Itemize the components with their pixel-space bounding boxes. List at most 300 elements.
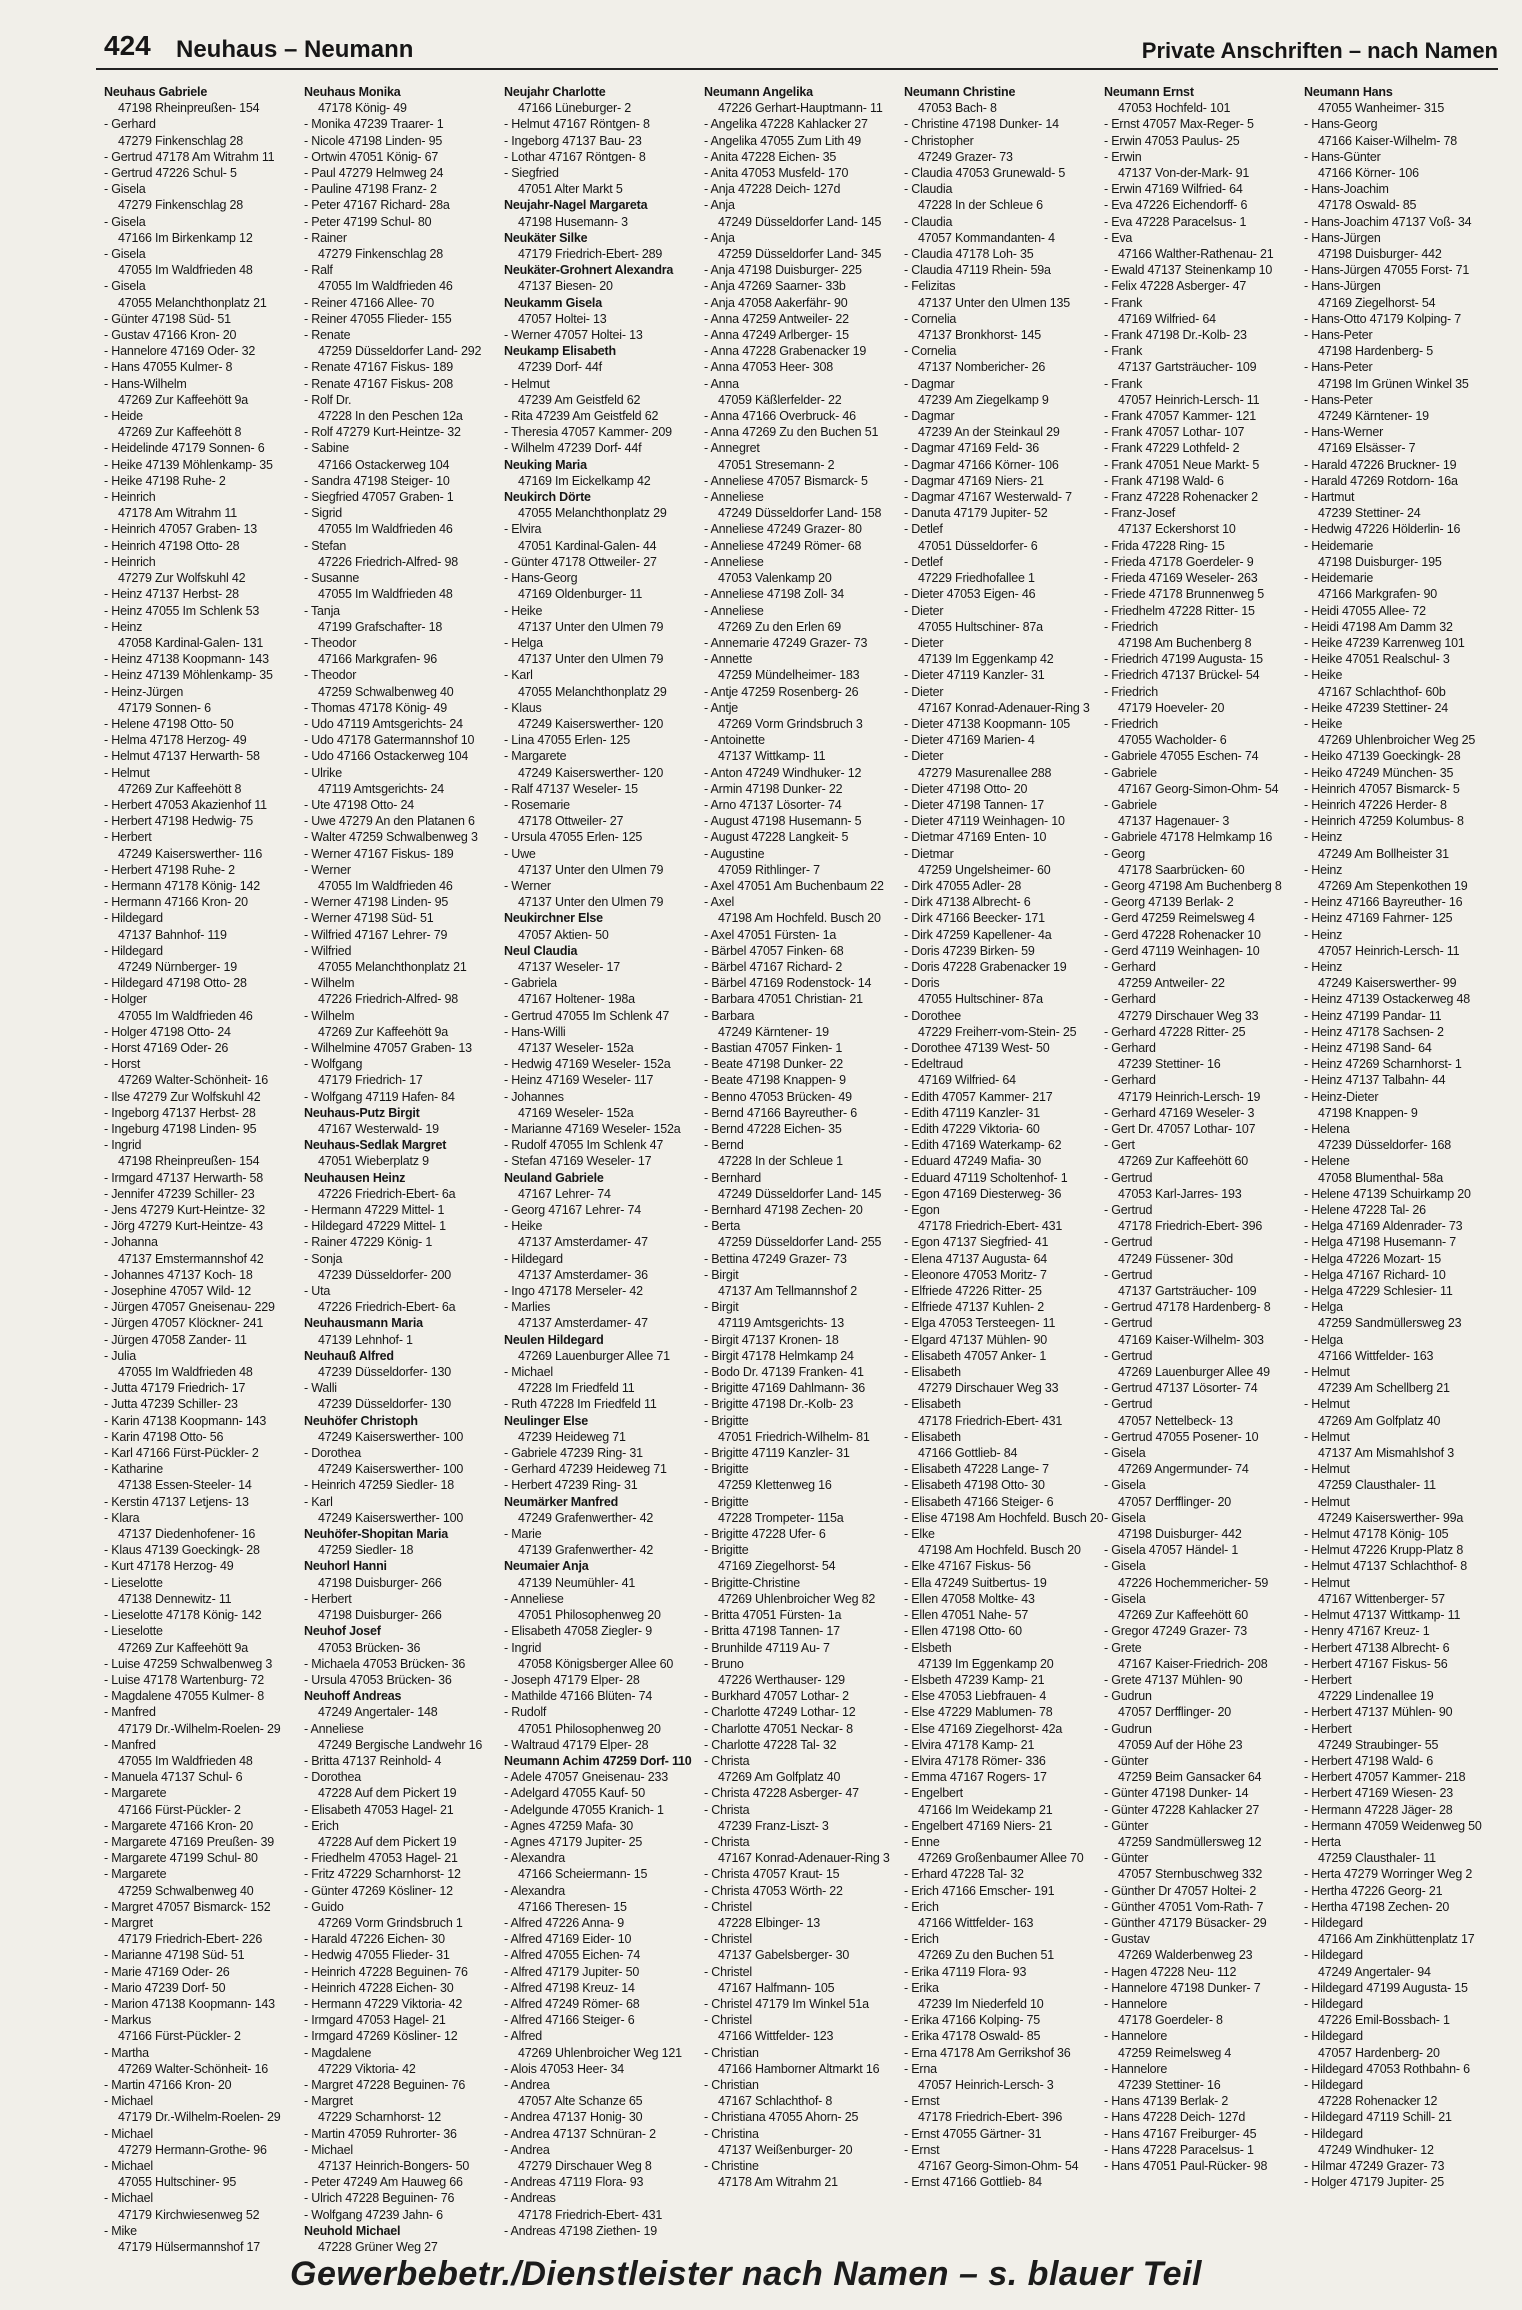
name-entry: - Erich [904,1899,939,1914]
name-entry: - Peter 47167 Richard- 28a [304,198,450,213]
name-entry: - Ursula 47055 Erlen- 125 [504,830,643,845]
address-line: 47269 Uhlenbroicher Weg 25 [1318,733,1476,748]
address-line: 47178 Am Witrahm 21 [718,2175,838,2190]
address-line: 47178 Ottweiler- 27 [518,814,624,829]
page-header [96,28,1498,70]
name-entry: - Herbert 47169 Wiesen- 23 [1304,1786,1454,1801]
address-line: 47228 Elbinger- 13 [718,1915,821,1930]
name-entry: - Magdalene [304,2045,372,2060]
address-line: 47249 Kaiserswerther- 100 [318,1510,464,1525]
name-entry: - Lieselotte [104,1624,163,1639]
surname-entry: Neujahr Charlotte [504,85,606,99]
address-line: 47269 Uhlenbroicher Weg 82 [718,1591,876,1606]
name-entry: - Martin 47166 Kron- 20 [104,2077,232,2092]
name-entry: - Günter [1104,1818,1149,1833]
address-line: 47057 Derfflinger- 20 [1118,1494,1232,1509]
address-line: 47249 Angertaler- 148 [318,1705,438,1720]
address-line: 47137 Weseler- 152a [518,1040,634,1055]
surname-entry: Neuhauß Alfred [304,1348,394,1363]
address-line: 47169 Wilfried- 64 [918,1073,1016,1088]
address-line: 47239 Düsseldorfer- 130 [318,1365,451,1380]
name-entry: - Helmut 47226 Krupp-Platz 8 [1304,1543,1464,1558]
name-entry: - Hildegard [504,1251,563,1266]
name-entry: - Heinz [104,619,143,634]
name-entry: - Margarete 47199 Schul- 80 [104,1851,258,1866]
name-entry: - Guido [304,1899,344,1914]
address-line: 47055 Wacholder- 6 [1118,733,1227,748]
name-entry: - Herbert 47137 Mühlen- 90 [1304,1705,1453,1720]
address-line: 47051 Kardinal-Galen- 44 [518,538,657,553]
name-entry: - Gerhard 47239 Heideweg 71 [504,1462,667,1477]
address-line: 47269 Zu den Buchen 51 [918,1948,1054,1963]
name-entry: - Eva [1104,230,1133,245]
name-entry: - Margret 47057 Bismarck- 152 [104,1899,271,1914]
name-entry: - Siegfried [504,166,559,181]
name-entry: - Annette [704,652,753,667]
name-entry: - Margret [104,1915,153,1930]
name-entry: - Alois 47053 Heer- 34 [504,2061,624,2076]
name-entry: - Christian [704,2045,759,2060]
name-entry: - Antje [704,700,739,715]
name-entry: - Brigitte-Christine [704,1575,801,1590]
address-line: 47179 Kirchwiesenweg 52 [118,2207,260,2222]
name-entry: - Heiko 47249 München- 35 [1304,765,1454,780]
name-entry: - Marianne 47198 Süd- 51 [104,1948,245,1963]
name-entry: - Antoinette [704,733,765,748]
name-entry: - Hans-Peter [1304,360,1373,375]
name-entry: - Britta 47198 Tannen- 17 [704,1624,840,1639]
address-line: 47166 Lüneburger- 2 [518,101,631,116]
directory-column [704,84,904,2242]
address-line: 47137 Hagenauer- 3 [1118,814,1230,829]
name-entry: - Michael [304,2142,353,2157]
name-entry: - Ellen 47198 Otto- 60 [904,1624,1022,1639]
name-entry: - Anita 47053 Musfeld- 170 [704,166,849,181]
name-entry: - Nicole 47198 Linden- 95 [304,133,443,148]
name-entry: - Heike [504,1219,543,1234]
name-entry: - Bastian 47057 Finken- 1 [704,1040,843,1055]
address-line: 47259 Düsseldorfer Land- 292 [318,344,482,359]
name-entry: - Brigitte [704,1494,749,1509]
name-entry: - Werner 47057 Holtei- 13 [504,328,643,343]
name-entry: - Christiana 47055 Ahorn- 25 [704,2110,859,2125]
surname-entry: Neumaier Anja [504,1559,589,1574]
address-line: 47269 Zur Kaffeehött 9a [118,392,248,407]
surname-entry: Neukäter-Grohnert Alexandra [504,263,674,278]
address-line: 47053 Hochfeld- 101 [1118,101,1231,116]
name-entry: - Gertrud 47178 Am Witrahm 11 [104,149,275,164]
name-entry: - Edith 47229 Viktoria- 60 [904,1122,1040,1136]
name-entry: - Kerstin 47137 Letjens- 13 [104,1494,249,1509]
name-entry: - Erwin 47053 Paulus- 25 [1104,133,1240,148]
name-entry: - Ruth 47228 Im Friedfeld 11 [504,1397,657,1412]
name-entry: - Heike 47051 Realschul- 3 [1304,652,1450,667]
name-entry: - Wolfgang 47239 Jahn- 6 [304,2207,443,2222]
name-entry: - Heidemarie [1304,571,1374,586]
address-line: 47239 Franz-Liszt- 3 [718,1818,829,1833]
address-line: 47166 Theresen- 15 [518,1899,627,1914]
name-entry: - Elfriede 47137 Kuhlen- 2 [904,1300,1045,1315]
name-entry: - Hannelore 47198 Dunker- 7 [1104,1980,1261,1995]
name-entry: - Andrea 47137 Honig- 30 [504,2110,643,2125]
name-entry: - Heinrich 47057 Bismarck- 5 [1304,781,1460,796]
name-entry: - Karin 47138 Koopmann- 143 [104,1413,267,1428]
name-entry: - Annegret [704,441,760,456]
name-entry: - Herbert 47198 Wald- 6 [1304,1753,1434,1768]
surname-entry: Neukirch Dörte [504,490,591,505]
surname-entry: Neumärker Manfred [504,1494,619,1509]
address-line: 47239 Dorf- 44f [518,360,602,375]
address-line: 47055 Im Waldfrieden 48 [118,263,253,278]
name-entry: - Peter 47199 Schul- 80 [304,214,432,229]
name-entry: - Barbara 47051 Christian- 21 [704,992,863,1007]
address-line: 47198 Im Grünen Winkel 35 [1318,376,1469,391]
address-line: 47166 Gottlieb- 84 [918,1446,1018,1461]
name-entry: - Detlef [904,554,943,569]
name-entry: - Claudia [904,182,953,197]
name-entry: - Anita 47228 Eichen- 35 [704,149,837,164]
address-line: 47279 Hermann-Grothe- 96 [118,2142,267,2157]
name-entry: - Gerd 47228 Rohenacker 10 [1104,927,1261,942]
surname-entry: Neukäter Silke [504,230,588,245]
name-entry: - Hans-Joachim 47137 Voß- 34 [1304,214,1472,229]
name-entry: - Anna 47228 Grabenacker 19 [704,344,867,359]
address-line: 47055 Melanchthonplatz 21 [318,959,467,974]
name-entry: - Bruno [704,1656,744,1671]
name-entry: - Dieter 47119 Kanzler- 31 [904,668,1045,683]
name-entry: - Christa 47228 Asberger- 47 [704,1786,859,1801]
address-line: 47249 Düsseldorfer Land- 158 [718,506,882,521]
address-line: 47226 Friedrich-Alfred- 98 [318,554,459,569]
name-entry: - Britta 47051 Fürsten- 1a [704,1608,842,1623]
address-line: 47166 Hamborner Altmarkt 16 [718,2061,880,2076]
surname-entry: Neujahr-Nagel Margareta [504,198,648,213]
address-line: 47057 Nettelbeck- 13 [1118,1413,1233,1428]
name-entry: - Peter 47249 Am Hauweg 66 [304,2175,463,2190]
name-entry: - Dirk 47166 Beecker- 171 [904,911,1045,926]
name-entry: - Wilhelm 47239 Dorf- 44f [504,441,642,456]
name-entry: - Heidi 47055 Allee- 72 [1304,603,1426,618]
name-entry: - Gisela [1104,1478,1146,1493]
name-entry: - Bodo Dr. 47139 Franken- 41 [704,1365,864,1380]
address-line: 47249 Kaiserswerther- 100 [318,1462,464,1477]
name-entry: - Helga 47198 Husemann- 7 [1304,1235,1457,1250]
name-entry: - Hans 47228 Deich- 127d [1104,2110,1246,2125]
name-entry: - Brigitte [704,1543,749,1558]
address-line: 47198 Duisburger- 195 [1318,554,1442,569]
name-entry: - Dieter 47138 Koopmann- 105 [904,716,1071,731]
name-entry: - Emma 47167 Rogers- 17 [904,1770,1047,1785]
address-line: 47167 Schlachthof- 8 [718,2094,833,2109]
name-entry: - Hannelore [1104,2029,1168,2044]
name-entry: - Elisabeth 47057 Anker- 1 [904,1348,1047,1363]
name-entry: - Cornelia [904,311,957,326]
address-line: 47055 Hultschiner- 87a [918,992,1043,1007]
name-entry: - Heinz 47199 Pandar- 11 [1304,1008,1442,1023]
name-entry: - Gabriele 47239 Ring- 31 [504,1446,643,1461]
address-line: 47269 Walter-Schönheit- 16 [118,2061,268,2076]
address-line: 47166 Scheiermann- 15 [518,1867,648,1882]
surname-entry: Neuking Maria [504,457,587,472]
name-entry: - Hermann 47178 König- 142 [104,878,261,893]
name-entry: - Charlotte 47249 Lothar- 12 [704,1705,856,1720]
name-entry: - Berta [704,1219,741,1234]
address-line: 47166 Wittfelder- 163 [1318,1348,1434,1363]
address-line: 47179 Dr.-Wilhelm-Roelen- 29 [118,2110,281,2125]
name-entry: - Ernst 47055 Gärtner- 31 [904,2126,1042,2141]
page-title: Neuhaus – Neumann [176,36,414,63]
name-entry: - Werner 47198 Süd- 51 [304,911,434,926]
name-entry: - Heike [1304,668,1343,683]
address-line: 47259 Schwalbenweg 40 [318,684,454,699]
address-line: 47178 Friedrich-Ebert- 396 [1118,1219,1263,1234]
address-line: 47137 Unter den Ulmen 79 [518,619,664,634]
name-entry: - Anja [704,198,735,213]
name-entry: - Dietmar [904,846,954,861]
name-entry: - Georg 47139 Berlak- 2 [1104,895,1234,910]
name-entry: - Brigitte 47198 Dr.-Kolb- 23 [704,1397,854,1412]
address-line: 47166 Am Zinkhüttenplatz 17 [1318,1932,1475,1947]
name-entry: - Kurt 47178 Herzog- 49 [104,1559,234,1574]
name-entry: - Heiko 47139 Goeckingk- 28 [1304,749,1461,764]
name-entry: - Hans-Werner [1304,425,1384,440]
name-entry: - Heinz 47137 Herbst- 28 [104,587,239,602]
name-entry: - Rolf Dr. [304,392,352,407]
name-entry: - Heinrich 47228 Eichen- 30 [304,1980,454,1995]
name-entry: - Thomas 47178 König- 49 [304,700,447,715]
surname-entry: Neuhaus-Sedlak Margret [304,1138,447,1153]
address-line: 47229 Friedhofallee 1 [918,571,1035,586]
name-entry: - Barbara [704,1008,755,1023]
name-entry: - Birgit [704,1267,739,1282]
address-line: 47239 Heideweg 71 [518,1429,626,1444]
name-entry: - Andrea [504,2142,550,2157]
name-entry: - Harald 47269 Rotdorn- 16a [1304,473,1458,488]
address-line: 47137 Unter den Ulmen 79 [518,652,664,667]
name-entry: - Gerhard 47228 Ritter- 25 [1104,1024,1246,1039]
name-entry: - Walter 47259 Schwalbenweg 3 [304,830,478,845]
name-entry: - Elke 47167 Fiskus- 56 [904,1559,1031,1574]
name-entry: - Hertha 47198 Zechen- 20 [1304,1899,1450,1914]
name-entry: - Herbert 47198 Hedwig- 75 [104,814,254,829]
name-entry: - Wolfgang [304,1057,363,1072]
name-entry: - Heinz 47137 Talbahn- 44 [1304,1073,1446,1088]
address-line: 47239 Am Schellberg 21 [1318,1381,1450,1396]
address-line: 47269 Vorm Grindsbruch 3 [718,716,863,731]
name-entry: - Siegfried 47057 Graben- 1 [304,490,454,505]
name-entry: - Alfred 47055 Eichen- 74 [504,1948,641,1963]
name-entry: - Herbert 47138 Albrecht- 6 [1304,1640,1450,1655]
surname-entry: Neuhöfer-Shopitan Maria [304,1527,449,1542]
address-line: 47269 Zu den Erlen 69 [718,619,841,634]
name-entry: - Christopher [904,133,974,148]
address-line: 47239 Am Geistfeld 62 [518,392,641,407]
name-entry: - Heinz [1304,927,1343,942]
name-entry: - Heike 47198 Ruhe- 2 [104,473,226,488]
name-entry: - Hilmar 47249 Grazer- 73 [1304,2159,1445,2173]
name-entry: - Brigitte [704,1413,749,1428]
name-entry: - Grete [1104,1640,1142,1655]
name-entry: - Frank [1104,376,1143,391]
address-line: 47167 Georg-Simon-Ohm- 54 [918,2159,1079,2173]
name-entry: - Elisabeth 47053 Hagel- 21 [304,1802,454,1817]
name-entry: - Hans-Georg [1304,117,1378,132]
footer-note: Gewerbebetr./Dienstleister nach Namen – s. blauer Teil [290,2255,1202,2293]
address-line: 47228 Trompeter- 115a [718,1510,844,1525]
name-entry: - Klaus [504,700,542,715]
name-entry: - Anja 47058 Aakerfähr- 90 [704,295,848,310]
name-entry: - Luise 47178 Wartenburg- 72 [104,1672,265,1687]
name-entry: - Mario 47239 Dorf- 50 [104,1980,226,1995]
name-entry: - Helene 47198 Otto- 50 [104,716,234,731]
address-line: 47228 Im Friedfeld 11 [518,1381,635,1396]
name-entry: - Edith 47119 Kanzler- 31 [904,1105,1040,1120]
address-line: 47167 Konrad-Adenauer-Ring 3 [718,1851,890,1866]
name-entry: - Alfred 47169 Eider- 10 [504,1932,632,1947]
name-entry: - Heinz 47269 Scharnhorst- 1 [1304,1057,1462,1072]
name-entry: - Rainer [304,230,347,245]
name-entry: - Anja 47228 Deich- 127d [704,182,841,197]
address-line: 47055 Im Waldfrieden 48 [118,1365,253,1380]
name-entry: - Dagmar 47167 Westerwald- 7 [904,490,1072,505]
address-line: 47249 Füssener- 30d [1118,1251,1234,1266]
address-line: 47269 Lauenburger Allee 49 [1118,1365,1270,1380]
name-entry: - Elisabeth 47166 Steiger- 6 [904,1494,1054,1509]
name-entry: - Magdalene 47055 Kulmer- 8 [104,1689,264,1704]
address-line: 47119 Amtsgerichts- 13 [718,1316,844,1331]
name-entry: - Benno 47053 Brücken- 49 [704,1089,852,1104]
name-entry: - Wilhelm [304,1008,355,1023]
name-entry: - Anneliese [504,1591,564,1606]
address-line: 47057 Sternbuschweg 332 [1118,1867,1263,1882]
address-line: 47178 Friedrich-Ebert- 431 [518,2207,663,2222]
name-entry: - Karin 47198 Otto- 56 [104,1429,224,1444]
name-entry: - Christine [704,2159,759,2173]
name-entry: - Felizitas [904,279,956,294]
directory-column [1104,84,1304,2242]
name-entry: - Heinrich [104,490,156,505]
name-entry: - Heinz 47166 Bayreuther- 16 [1304,895,1463,910]
name-entry: - Anneliese 47249 Grazer- 80 [704,522,862,537]
address-line: 47249 Düsseldorfer Land- 145 [718,214,882,229]
address-line: 47259 Düsseldorfer Land- 255 [718,1235,882,1250]
address-line: 47269 Zur Kaffeehött 9a [318,1024,448,1039]
name-entry: - Gabriele 47178 Helmkamp 16 [1104,830,1273,845]
name-entry: - Hans-Willi [504,1024,566,1039]
address-line: 47058 Blumenthal- 58a [1318,1170,1444,1185]
address-line: 47137 Unter den Ulmen 135 [918,295,1071,310]
address-line: 47259 Sandmüllersweg 23 [1318,1316,1462,1331]
name-entry: - Gerd 47119 Weinhagen- 10 [1104,943,1260,958]
name-entry: - Ilse 47279 Zur Wolfskuhl 42 [104,1089,261,1104]
address-line: 47226 Werthauser- 129 [718,1672,845,1687]
name-entry: - Franz 47228 Rohenacker 2 [1104,490,1258,505]
address-line: 47137 Unter den Ulmen 79 [518,895,664,910]
directory-column [904,84,1104,2242]
name-entry: - Engelbert 47169 Niers- 21 [904,1818,1053,1833]
name-entry: - Günther 47051 Vom-Rath- 7 [1104,1899,1264,1914]
name-entry: - Hertha 47226 Georg- 21 [1304,1883,1443,1898]
address-line: 47057 Heinrich-Lersch- 11 [1118,392,1260,407]
address-line: 47166 Markgrafen- 90 [1318,587,1437,602]
name-entry: - Hildegard 47198 Otto- 28 [104,976,247,991]
name-entry: - Erika 47166 Kolping- 75 [904,2013,1041,2028]
name-entry: - Karl [504,668,533,683]
name-entry: - Heinz 47178 Sachsen- 2 [1304,1024,1444,1039]
name-entry: - Elise 47198 Am Hochfeld. Busch 20 [904,1510,1104,1525]
name-entry: - Manfred [104,1737,156,1752]
name-entry: - Birgit 47137 Kronen- 18 [704,1332,839,1347]
address-line: 47279 Finkenschlag 28 [318,247,444,262]
name-entry: - Herta 47279 Worringer Weg 2 [1304,1867,1473,1882]
surname-entry: Neuhaus-Putz Birgit [304,1105,420,1120]
name-entry: - Günther 47179 Büsacker- 29 [1104,1915,1267,1930]
name-entry: - Egon 47137 Siegfried- 41 [904,1235,1049,1250]
address-line: 47269 Am Stepenkothen 19 [1318,878,1468,893]
name-entry: - Elisabeth 47198 Otto- 30 [904,1478,1045,1493]
name-entry: - Hans-Günter [1304,149,1381,164]
name-entry: - Arno 47137 Lösorter- 74 [704,797,842,812]
name-entry: - Helene 47228 Tal- 26 [1304,1203,1426,1218]
address-line: 47055 Melanchthonplatz 29 [518,684,667,699]
name-entry: - Elisabeth [904,1365,961,1380]
address-line: 47239 Stettiner- 16 [1118,1057,1221,1072]
address-line: 47167 Lehrer- 74 [518,1186,611,1201]
name-entry: - Sonja [304,1251,343,1266]
address-line: 47055 Im Waldfrieden 48 [118,1753,253,1768]
surname-entry: Neumann Hans [1304,85,1393,99]
name-entry: - Gisela [1104,1591,1146,1606]
address-line: 47279 Finkenschlag 28 [118,198,244,213]
name-entry: - Dirk 47259 Kapellener- 4a [904,927,1052,942]
surname-entry: Neuhaus Gabriele [104,85,208,99]
name-entry: - Frieda 47178 Goerdeler- 9 [1104,554,1254,569]
address-line: 47137 Heinrich-Bongers- 50 [318,2159,470,2173]
name-entry: - Susanne [304,571,360,586]
address-line: 47051 Friedrich-Wilhelm- 81 [718,1429,870,1444]
address-line: 47055 Melanchthonplatz 21 [118,295,267,310]
name-entry: - Mike [104,2223,137,2238]
name-entry: - Heinrich 47057 Graben- 13 [104,522,258,537]
directory-column [1304,84,1504,2242]
name-entry: - Gisela [104,247,146,262]
name-entry: - Ingeborg 47137 Herbst- 28 [104,1105,256,1120]
address-line: 47269 Am Golfplatz 40 [1318,1413,1441,1428]
address-line: 47178 Friedrich-Ebert- 431 [918,1219,1063,1234]
name-entry: - Gertrud 47055 Posener- 10 [1104,1429,1259,1444]
address-line: 47229 Viktoria- 42 [318,2061,416,2076]
address-line: 47137 Bahnhof- 119 [118,927,227,942]
address-line: 47269 Vorm Grindsbruch 1 [318,1915,463,1930]
name-entry: - Helmut [1304,1494,1350,1509]
address-line: 47259 Clausthaler- 11 [1318,1478,1436,1493]
name-entry: - Holger 47198 Otto- 24 [104,1024,231,1039]
name-entry: - Dagmar 47166 Körner- 106 [904,457,1059,472]
address-line: 47139 Im Eggenkamp 20 [918,1656,1054,1671]
name-entry: - Antje 47259 Rosenberg- 26 [704,684,859,699]
name-entry: - Henry 47167 Kreuz- 1 [1304,1624,1430,1639]
address-line: 47269 Am Golfplatz 40 [718,1770,841,1785]
name-entry: - Frank [1104,344,1143,359]
name-entry: - Herbert 47239 Ring- 31 [504,1478,638,1493]
name-entry: - Heinrich 47226 Herder- 8 [1304,797,1447,812]
name-entry: - Erna 47178 Am Gerrikshof 36 [904,2045,1071,2060]
name-entry: - Jürgen 47058 Zander- 11 [104,1332,247,1347]
address-line: 47137 Am Mismahlshof 3 [1318,1446,1454,1461]
name-entry: - Ingeburg 47198 Linden- 95 [104,1122,257,1136]
name-entry: - Helmut [1304,1575,1350,1590]
name-entry: - Heidemarie [1304,538,1374,553]
